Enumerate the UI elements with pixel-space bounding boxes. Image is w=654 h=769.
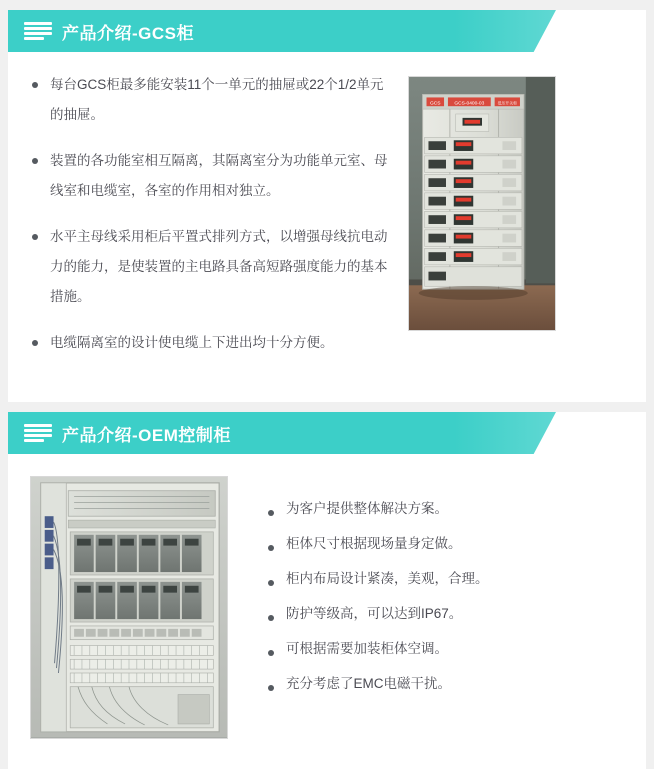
- card-header-gcs: [8, 10, 646, 52]
- section-card-oem: [8, 412, 646, 769]
- list-item: 装置的各功能室相互隔离，其隔离室分为功能单元室、母线室和电缆室，各室的作用相对独立。: [30, 146, 390, 206]
- bullet-list-gcs: [30, 70, 408, 374]
- svg-text:低压开关柜: 低压开关柜: [497, 100, 518, 106]
- header-slant-decoration: [534, 412, 646, 454]
- list-item: 充分考虑了EMC电磁干扰。: [266, 673, 628, 695]
- page: [0, 10, 654, 769]
- section-card-gcs: [8, 10, 646, 402]
- list-item: 可根据需要加装柜体空调。: [266, 638, 628, 660]
- list-item: 每台GCS柜最多能安装11个一单元的抽屉或22个1/2单元的抽屉。: [30, 70, 390, 130]
- card-body-gcs: [8, 52, 646, 402]
- svg-text:GCS-0400-03: GCS-0400-03: [454, 101, 485, 107]
- oem-cabinet-photo: [30, 476, 228, 739]
- gcs-cabinet-photo: [408, 76, 556, 331]
- svg-text:GCS: GCS: [430, 101, 441, 107]
- list-item: 电缆隔离室的设计使电缆上下进出均十分方便。: [30, 328, 390, 358]
- list-item: 柜体尺寸根据现场量身定做。: [266, 533, 628, 555]
- menu-lines-icon: [24, 424, 52, 442]
- product-image-gcs: [408, 76, 554, 374]
- list-item: 柜内布局设计紧凑，美观，合理。: [266, 568, 628, 590]
- page-title-oem: 产品介绍-OEM控制柜: [62, 425, 231, 445]
- list-item: 为客户提供整体解决方案。: [266, 498, 628, 520]
- product-image-oem: [30, 476, 226, 739]
- menu-lines-icon: [24, 22, 52, 40]
- bullet-list-oem: [266, 476, 628, 739]
- list-item: 水平主母线采用柜后平置式排列方式，以增强母线抗电动力的能力，是使装置的主电路具备高短路强度能力的基本措施。: [30, 222, 390, 312]
- card-body-oem: [8, 454, 646, 769]
- header-slant-decoration: [534, 10, 646, 52]
- list-item: 防护等级高，可以达到IP67。: [266, 603, 628, 625]
- page-title: 产品介绍-GCS柜: [62, 23, 194, 43]
- card-header-oem: [8, 412, 646, 454]
